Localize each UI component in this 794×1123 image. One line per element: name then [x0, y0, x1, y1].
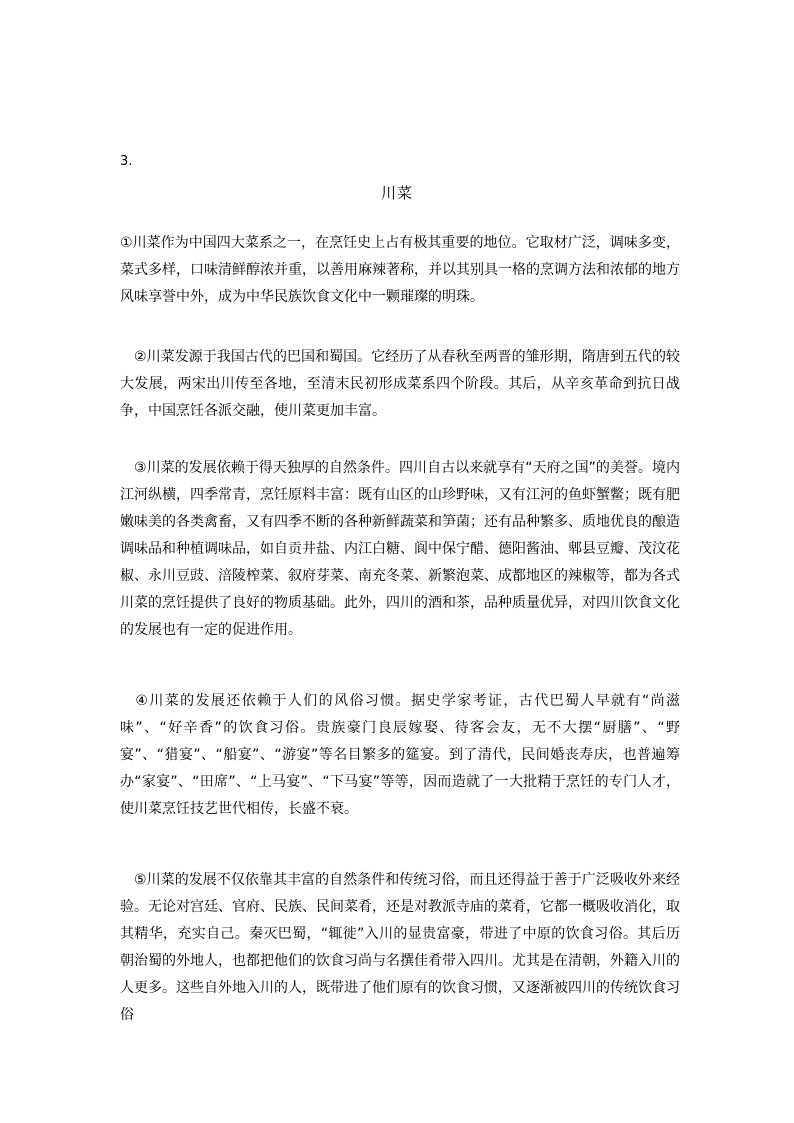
article-title: 川菜 [380, 184, 413, 202]
paragraph-4: ④川菜的发展还依赖于人们的风俗习惯。据史学家考证，古代巴蜀人早就有“尚滋味”、“好辛香”的饮食习俗。贵族豪门良辰嫁娶、待客会友，无不大摆“厨膳”、“野宴”、“猎宴”、“船宴”、“游宴”等名目繁多的筵宴。到了清代，民间婚丧寿庆，也普遍筹办“家宴”、“田席”、“上马宴”、“下马宴”等等，因而造就了一大批精于烹饪的专门人才，使川菜烹饪技艺世代相传，长盛不衰。 [120, 693, 680, 817]
paragraph-2: ②川菜发源于我国古代的巴国和蜀国。它经历了从春秋至两晋的雏形期，隋唐到五代的较大发展，两宋出川传至各地，至清末民初形成菜系四个阶段。其后，从辛亥革命到抗日战争，中国烹饪各派交融，使川菜更加丰富。 [120, 349, 680, 419]
paragraph-1: ①川菜作为中国四大菜系之一，在烹饪史上占有极其重要的地位。它取材广泛，调味多变，菜式多样，口味清鲜醇浓并重，以善用麻辣著称，并以其别具一格的烹调方法和浓郁的地方风味享誉中外，成为中华民族饮食文化中一颗璀璨的明珠。 [120, 235, 680, 305]
paragraph-3: ③川菜的发展依赖于得天独厚的自然条件。四川自古以来就享有“天府之国”的美誉。境内江河纵横，四季常青，烹饪原料丰富：既有山区的山珍野味，又有江河的鱼虾蟹鳖；既有肥嫩味美的各类禽畜，又有四季不断的各种新鲜蔬菜和笋菌；还有品种繁多、质地优良的酿造调味品和种植调味品，如自贡井盐、内江白糖、阆中保宁醋、德阳酱油、郫县豆瓣、茂汶花椒、永川豆豉、涪陵榨菜、叙府芽菜、南充冬菜、新繁泡菜、成都地区的辣椒等，都为各式川菜的烹饪提供了良好的物质基础。此外，四川的酒和茶，品种质量优异，对四川饮食文化的发展也有一定的促进作用。 [120, 460, 680, 638]
question-number: 3. [120, 154, 133, 169]
paragraph-5: ⑤川菜的发展不仅依靠其丰富的自然条件和传统习俗，而且还得益于善于广泛吸收外来经验。无论对宫廷、官府、民族、民间菜肴，还是对教派寺庙的菜肴，它都一概吸收消化，取其精华，充实自己。秦灭巴蜀，“辄徙”入川的显贵富豪，带进了中原的饮食习俗。其后历朝治蜀的外地人，也都把他们的饮食习尚与名撰佳肴带入四川。尤其是在清朝，外籍入川的人更多。这些自外地入川的人，既带进了他们原有的饮食习惯，又逐渐被四川的传统饮食习俗 [120, 872, 680, 1023]
